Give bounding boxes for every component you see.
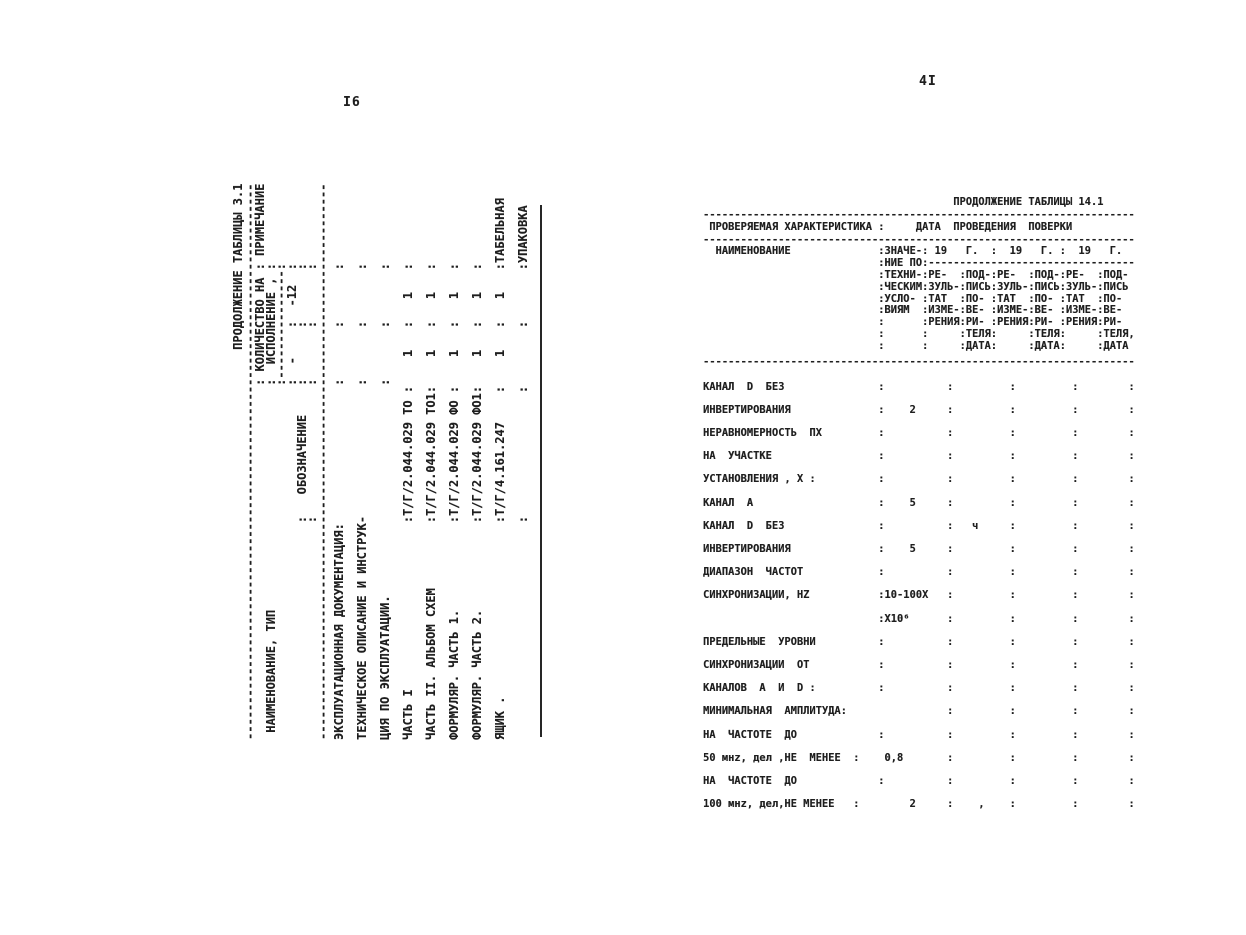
left-page-rotated-table bbox=[232, 182, 540, 740]
right-table-top bbox=[703, 196, 1135, 246]
table-row: ТЕХНИЧЕСКОЕ ОПИСАНИЕ И ИНСТРУК- : : : bbox=[355, 263, 370, 740]
table-row: НА ЧАСТОТЕ ДО : : : : : bbox=[703, 728, 1135, 741]
right-table-header-line: :ВИЯМ :ИЗМЕ-:ВЕ- :ИЗМЕ-:ВЕ- :ИЗМЕ-:ВЕ- bbox=[703, 304, 1123, 317]
table-row: ФОРМУЛЯР. ЧАСТЬ 1. :Т/Г/2.044.029 ФО : 1 : 1 : bbox=[447, 263, 462, 740]
table-row: ФОРМУЛЯР. ЧАСТЬ 2. :Т/Г/2.044.029 ФО1: 1 : 1 : bbox=[470, 263, 485, 740]
table-row: ЧАСТЬ I :Т/Г/2.044.029 ТО : 1 : 1 : bbox=[401, 263, 416, 740]
table-row: ЦИЯ ПО ЭКСПЛУАТАЦИИ. : : : bbox=[378, 263, 393, 740]
table-row: ИНВЕРТИРОВАНИЯ : 2 : : : : bbox=[703, 403, 1135, 416]
table-row: ЭКСПЛУАТАЦИОННАЯ ДОКУМЕНТАЦИЯ: : : : bbox=[332, 263, 347, 740]
left-table-header-line: : - : -12 : bbox=[284, 263, 299, 740]
table-row: ЧАСТЬ II. АЛЬБОМ СХЕМ :Т/Г/2.044.029 ТО1: 1 : 1 : bbox=[424, 263, 439, 740]
table-row: КАНАЛ А : 5 : : : : bbox=[703, 496, 1135, 509]
left-table-header-line: : : : : bbox=[305, 263, 320, 740]
table-row: 50 мнz, дел ,НЕ МЕНЕЕ : 0,8 : : : : bbox=[703, 751, 1135, 764]
right-table-header bbox=[703, 246, 1135, 352]
left-table-border-line: ----------------------------------------------------------------------------- bbox=[243, 183, 257, 740]
right-table-header-line: :ЧЕСКИМ:ЗУЛЬ-:ПИСЬ:ЗУЛЬ-:ПИСЬ:ЗУЛЬ-:ПИСЬ bbox=[703, 280, 1129, 293]
left-table-header-line: НАИМЕНОВАНИЕ, ТИП : ИСПОЛНЕНИЕ , : bbox=[263, 263, 278, 740]
right-table-border-line: --------------------------------------------------------------------- bbox=[703, 208, 1135, 221]
left-table-header-line: : ОБОЗНАЧЕНИЕ : : : bbox=[295, 263, 310, 740]
table-row: НА УЧАСТКЕ : : : : : bbox=[703, 450, 1135, 463]
table-row: МИНИМАЛЬНАЯ АМПЛИТУДА: : : : : bbox=[703, 705, 1135, 718]
table-row: : : : :УПАКОВКА bbox=[516, 205, 531, 740]
right-table-body bbox=[703, 376, 1135, 817]
right-table-header-line: НАИМЕНОВАНИЕ :ЗНАЧЕ-: 19 Г. : 19 Г. : 19 Г. bbox=[703, 245, 1123, 258]
table-row: СИНХРОНИЗАЦИИ, HZ :10-100X : : : : bbox=[703, 589, 1135, 602]
left-table-header bbox=[232, 182, 328, 740]
table-row: ДИАПАЗОН ЧАСТОТ : : : : : bbox=[703, 566, 1135, 579]
left-table-header-line: : КОЛИЧЕСТВО НА : ПРИМЕЧАНИЕ bbox=[253, 183, 268, 740]
right-table-header-line: : :РЕНИЯ:РИ- :РЕНИЯ:РИ- :РЕНИЯ:РИ- bbox=[703, 316, 1123, 329]
right-table-border-line: --------------------------------------------------------------------- bbox=[703, 355, 1135, 368]
table-row: НА ЧАСТОТЕ ДО : : : : : bbox=[703, 775, 1135, 787]
table-row: ИНВЕРТИРОВАНИЯ : 5 : : : : bbox=[703, 542, 1135, 555]
table-row: КАНАЛ D БЕЗ : : ч : : : bbox=[703, 519, 1135, 532]
table-row: КАНАЛОВ А И D : : : : : : bbox=[703, 682, 1135, 695]
right-table-header-line: : : :ТЕЛЯ: :ТЕЛЯ: :ТЕЛЯ, bbox=[703, 327, 1135, 340]
right-table-header-line: :НИЕ ПО:--------------------------------- bbox=[703, 257, 1135, 270]
right-page-table bbox=[703, 196, 1135, 816]
table-row: УСТАНОВЛЕНИЯ , X : : : : : : bbox=[703, 473, 1135, 486]
left-table-border-line: ----------------------------------------------------------------------------- bbox=[315, 183, 330, 740]
right-table-border-line: --------------------------------------------------------------------- bbox=[703, 233, 1135, 246]
page-number-right: 4I bbox=[919, 74, 937, 89]
right-table-header-line: :ТЕХНИ-:РЕ- :ПОД-:РЕ- :ПОД-:РЕ- :ПОД- bbox=[703, 268, 1129, 281]
left-table-header-line: :---------------: bbox=[274, 263, 289, 740]
left-table-title: ПРОДОЛЖЕНИЕ ТАБЛИЦЫ 3.1 bbox=[231, 183, 245, 740]
right-table-header-line: :УСЛО- :ТАТ :ПО- :ТАТ :ПО- :ТАТ :ПО- bbox=[703, 292, 1123, 305]
table-row: СИНХРОНИЗАЦИИ ОТ : : : : : bbox=[703, 658, 1135, 671]
table-row: ЯЩИК . :Т/Г/4.161.247 : 1 : 1 :ТАБЕЛЬНАЯ bbox=[493, 198, 508, 740]
right-table-divider bbox=[703, 356, 1135, 368]
right-table-title: ПРОДОЛЖЕНИЕ ТАБЛИЦЫ 14.1 bbox=[703, 196, 1104, 208]
table-row: КАНАЛ D БЕЗ : : : : : bbox=[703, 380, 1135, 393]
left-table-bottom-rule bbox=[540, 205, 542, 737]
table-row: :X10⁶ : : : : bbox=[703, 612, 1135, 625]
page-number-left: I6 bbox=[343, 95, 361, 110]
table-row: 100 мнz, дел,НЕ МЕНЕЕ : 2 : , : : : bbox=[703, 798, 1135, 811]
right-table-column-heads: ПРОВЕРЯЕМАЯ ХАРАКТЕРИСТИКА : ДАТА ПРОВЕДЕНИЯ ПОВЕРКИ bbox=[703, 221, 1073, 234]
table-row: ПРЕДЕЛЬНЫЕ УРОВНИ : : : : : bbox=[703, 635, 1135, 648]
table-row: НЕРАВНОМЕРНОСТЬ ПХ : : : : : bbox=[703, 426, 1135, 439]
left-table-body bbox=[328, 182, 535, 740]
right-table-header-line: : : :ДАТА: :ДАТА: :ДАТА bbox=[703, 339, 1129, 352]
